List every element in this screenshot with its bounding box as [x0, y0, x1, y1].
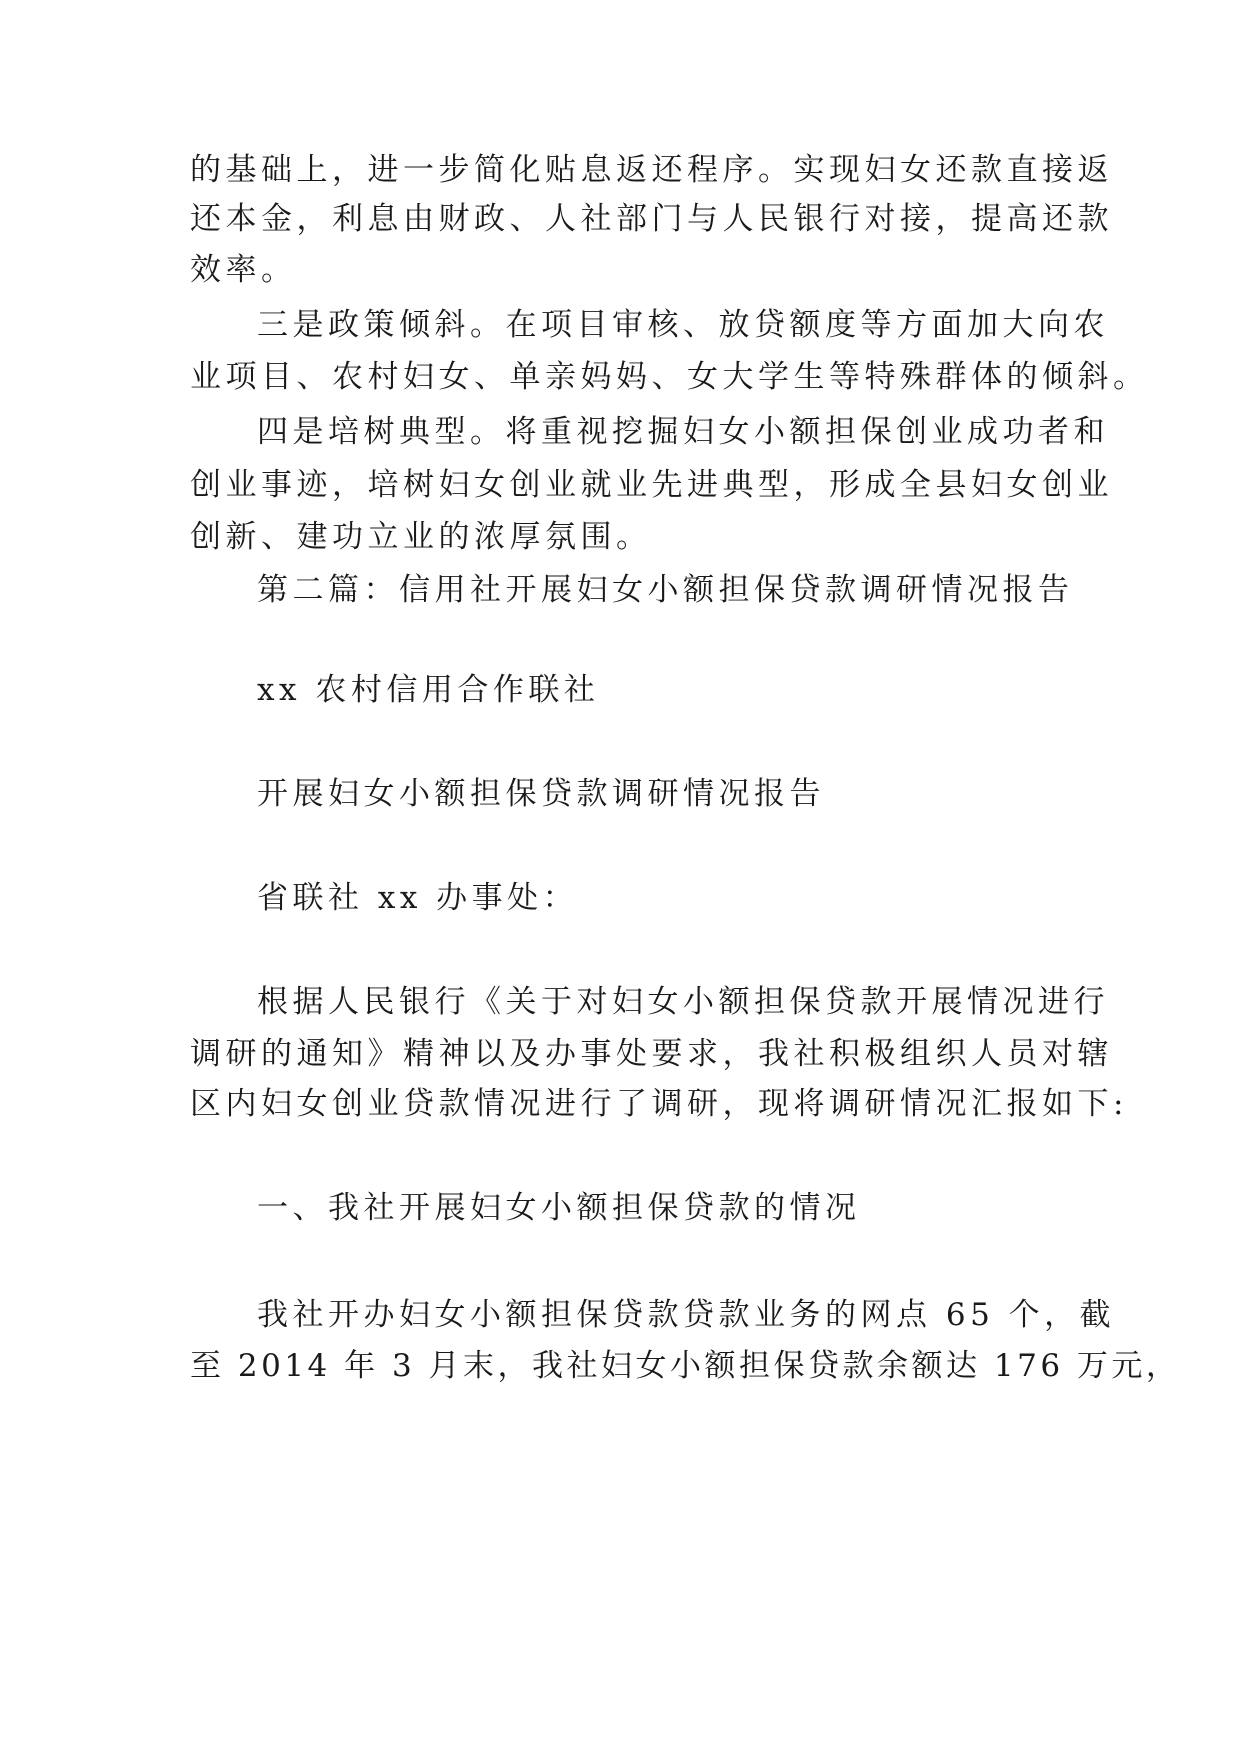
subsection-heading: 一、我社开展妇女小额担保贷款的情况 [257, 1190, 861, 1226]
paragraph-line: 业项目、农村妇女、单亲妈妈、女大学生等特殊群体的倾斜。 [190, 359, 1149, 395]
paragraph-line: 区内妇女创业贷款情况进行了调研，现将调研情况汇报如下: [190, 1086, 1128, 1122]
paragraph-line: 创业事迹，培树妇女创业就业先进典型，形成全县妇女创业 [190, 467, 1113, 503]
paragraph-line: 至 2014 年 3 月末，我社妇女小额担保贷款余额达 176 万元， [190, 1348, 1181, 1384]
salutation: 省联社 xx 办事处： [257, 880, 579, 916]
paragraph-line: 的基础上，进一步简化贴息返还程序。实现妇女还款直接返 [190, 152, 1113, 188]
paragraph-line: 我社开办妇女小额担保贷款贷款业务的网点 65 个，截 [257, 1297, 1116, 1333]
paragraph-line: 创新、建功立业的浓厚氛围。 [190, 519, 652, 555]
paragraph-line: 效率。 [190, 252, 297, 288]
organization-name: xx 农村信用合作联社 [257, 672, 600, 708]
paragraph-line: 四是培树典型。将重视挖掘妇女小额担保创业成功者和 [257, 414, 1109, 450]
paragraph-line: 根据人民银行《关于对妇女小额担保贷款开展情况进行 [257, 984, 1109, 1020]
paragraph-line: 调研的通知》精神以及办事处要求，我社积极组织人员对辖 [190, 1036, 1113, 1072]
paragraph-line: 还本金，利息由财政、人社部门与人民银行对接，提高还款 [190, 201, 1113, 237]
section-heading: 第二篇：信用社开展妇女小额担保贷款调研情况报告 [257, 572, 1074, 608]
report-title: 开展妇女小额担保贷款调研情况报告 [257, 776, 825, 812]
paragraph-line: 三是政策倾斜。在项目审核、放贷额度等方面加大向农 [257, 307, 1109, 343]
